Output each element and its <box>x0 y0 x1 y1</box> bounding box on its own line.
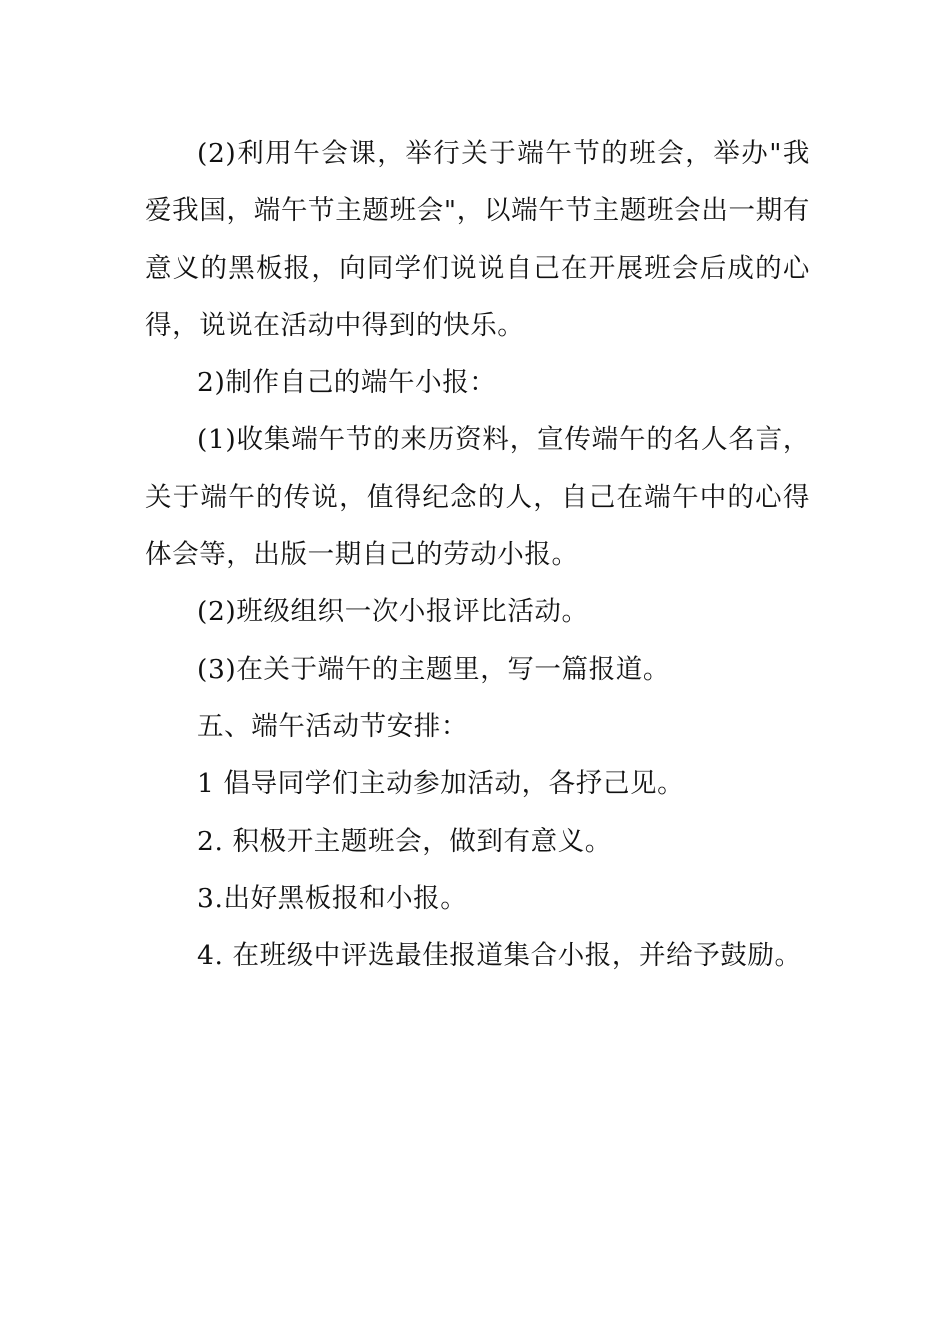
section-heading-arrangements: 五、端午活动节安排： <box>197 710 468 742</box>
paragraph-collect-materials: (1)收集端午节的来历资料，宣传端午的名人名言，关于端午的传说，值得纪念的人，自己在端午中的心得体会等，出版一期自己的劳动小报。 <box>145 424 810 571</box>
paragraph-class-meeting: (2)利用午会课，举行关于端午节的班会，举办"我爱我国，端午节主题班会"，以端午节主题班会出一期有意义的黑板报，向同学们说说自己在开展班会后成的心得，说说在活动中得到的快乐。 <box>145 138 810 341</box>
paragraph-newspaper-heading: 2)制作自己的端午小报： <box>197 367 497 399</box>
list-item-1: 1 倡导同学们主动参加活动，各抒己见。 <box>197 768 685 800</box>
list-item-4: 4. 在班级中评选最佳报道集合小报，并给予鼓励。 <box>197 940 802 972</box>
list-item-3: 3.出好黑板报和小报。 <box>197 882 468 914</box>
list-item-2: 2. 积极开主题班会，做到有意义。 <box>197 825 612 857</box>
paragraph-newspaper-contest: (2)班级组织一次小报评比活动。 <box>197 596 589 628</box>
paragraph-write-report: (3)在关于端午的主题里，写一篇报道。 <box>197 653 670 685</box>
document-body <box>145 125 810 984</box>
